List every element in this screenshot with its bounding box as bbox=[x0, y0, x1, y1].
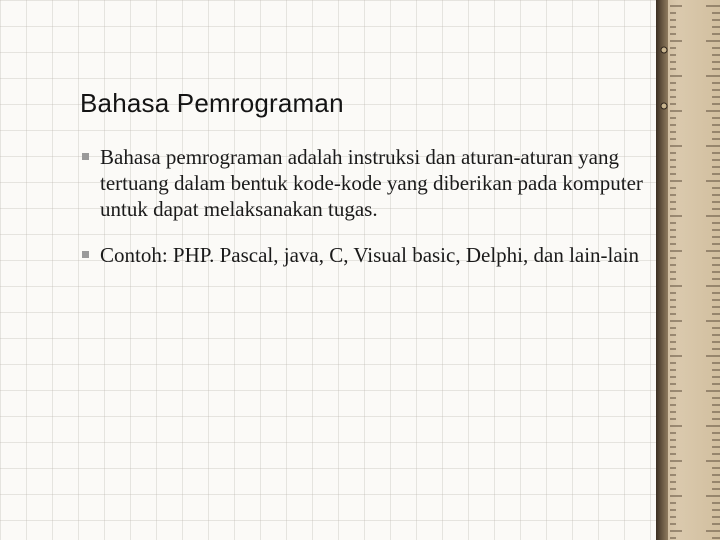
ruler-ticks bbox=[656, 0, 720, 540]
ruler-hole bbox=[661, 47, 667, 53]
bullet-item bbox=[80, 144, 650, 222]
slide-title: Bahasa Pemrograman bbox=[80, 88, 344, 118]
bullet-item bbox=[80, 242, 650, 268]
square-bullet-icon bbox=[82, 153, 89, 160]
square-bullet-icon bbox=[82, 251, 89, 258]
bullet-list bbox=[80, 144, 650, 288]
bullet-text: Contoh: PHP. Pascal, java, C, Visual basic, Delphi, dan lain-lain bbox=[100, 243, 640, 267]
bullet-text: Bahasa pemrograman adalah instruksi dan aturan-aturan yang tertuang dalam bentuk kode-kode yang diberikan pada komputer untuk dapat melaksanakan tugas. bbox=[100, 145, 643, 221]
wooden-ruler-icon bbox=[656, 0, 720, 540]
ruler-hole bbox=[661, 103, 667, 109]
